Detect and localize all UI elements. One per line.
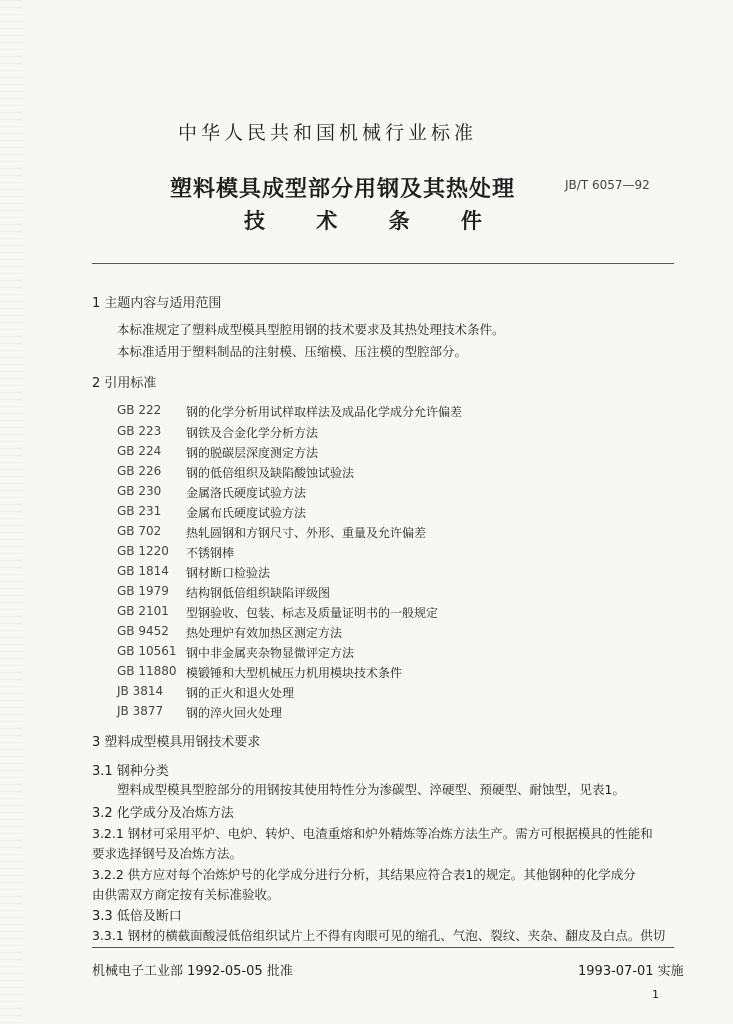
ref-title: 钢的淬火回火处理	[186, 706, 283, 720]
ref-code: GB 1220	[117, 544, 169, 558]
ref-code: GB 2101	[117, 604, 169, 618]
ref-code: GB 1814	[117, 564, 169, 578]
ref-title: 热轧圆钢和方钢尺寸、外形、重量及允许偏差	[186, 526, 427, 540]
section-2-heading: 2 引用标准	[92, 376, 157, 391]
ref-title: 型钢验收、包装、标志及质量证明书的一般规定	[186, 606, 439, 620]
ref-title: 钢的低倍组织及缺陷酸蚀试验法	[186, 466, 355, 480]
ref-title: 金属洛氏硬度试验方法	[186, 486, 307, 500]
ref-code: GB 9452	[117, 624, 169, 638]
ref-code: GB 230	[117, 484, 162, 498]
ref-title: 模锻锤和大型机械压力机用模块技术条件	[186, 666, 403, 680]
ref-title: 钢的脱碳层深度测定方法	[186, 446, 319, 460]
page-number: 1	[652, 988, 659, 1001]
ref-code: GB 231	[117, 504, 162, 518]
ref-title: 热处理炉有效加热区测定方法	[186, 626, 343, 640]
standard-number: JB/T 6057—92	[565, 178, 650, 192]
clause-text: 3.2.2 供方应对每个冶炼炉号的化学成分进行分析，其结果应符合表1的规定。其他钢种的化学成分	[92, 867, 636, 882]
ref-code: GB 223	[117, 424, 162, 438]
approval-info: 机械电子工业部 1992-05-05 批准	[92, 964, 293, 979]
subsection-heading: 3.2 化学成分及冶炼方法	[92, 806, 234, 821]
ref-title: 不锈钢棒	[186, 546, 235, 560]
document-subtitle: 技 术 条 件	[244, 209, 504, 233]
scan-edge-noise	[0, 0, 22, 1024]
ref-title: 钢的化学分析用试样取样法及成品化学成分允许偏差	[186, 405, 463, 419]
section-3-heading: 3 塑料成型模具用钢技术要求	[92, 735, 261, 750]
document-title: 塑料模具成型部分用钢及其热处理	[170, 177, 516, 202]
section-1-paragraph: 本标准规定了塑料成型模具型腔用钢的技术要求及其热处理技术条件。	[117, 322, 505, 337]
ref-code: GB 702	[117, 524, 162, 538]
footer-divider	[92, 947, 674, 948]
subsection-heading: 3.3 低倍及断口	[92, 909, 182, 924]
ref-title: 结构钢低倍组织缺陷评级图	[186, 586, 331, 600]
org-line: 中华人民共和国机械行业标准	[178, 122, 478, 144]
ref-title: 钢铁及合金化学分析方法	[186, 426, 319, 440]
ref-title: 钢中非金属夹杂物显微评定方法	[186, 646, 355, 660]
ref-code: GB 1979	[117, 584, 169, 598]
ref-code: JB 3814	[117, 684, 164, 698]
section-1-paragraph: 本标准适用于塑料制品的注射模、压缩模、压注模的型腔部分。	[117, 344, 468, 359]
ref-title: 金属布氏硬度试验方法	[186, 506, 307, 520]
ref-code: GB 224	[117, 444, 162, 458]
ref-title: 钢的正火和退火处理	[186, 686, 295, 700]
ref-code: GB 10561	[117, 644, 177, 658]
ref-code: JB 3877	[117, 704, 164, 718]
effective-date: 1993-07-01 实施	[578, 964, 684, 979]
clause-text: 由供需双方商定按有关标准验收。	[92, 887, 280, 902]
section-1-heading: 1 主题内容与适用范围	[92, 296, 222, 311]
ref-code: GB 222	[117, 403, 162, 417]
ref-title: 钢材断口检验法	[186, 566, 271, 580]
clause-text: 要求选择钢号及冶炼方法。	[92, 846, 243, 861]
subsection-text: 塑料成型模具型腔部分的用钢按其使用特性分为渗碳型、淬硬型、预硬型、耐蚀型，见表1。	[117, 782, 625, 797]
clause-text: 3.3.1 钢材的横截面酸浸低倍组织试片上不得有肉眼可见的缩孔、气泡、裂纹、夹杂、翻皮及白点。供切	[92, 928, 666, 943]
ref-code: GB 11880	[117, 664, 177, 678]
ref-code: GB 226	[117, 464, 162, 478]
clause-text: 3.2.1 钢材可采用平炉、电炉、转炉、电渣重熔和炉外精炼等冶炼方法生产。需方可根据模具的性能和	[92, 826, 653, 841]
subsection-heading: 3.1 钢种分类	[92, 764, 169, 779]
header-divider	[92, 263, 674, 264]
